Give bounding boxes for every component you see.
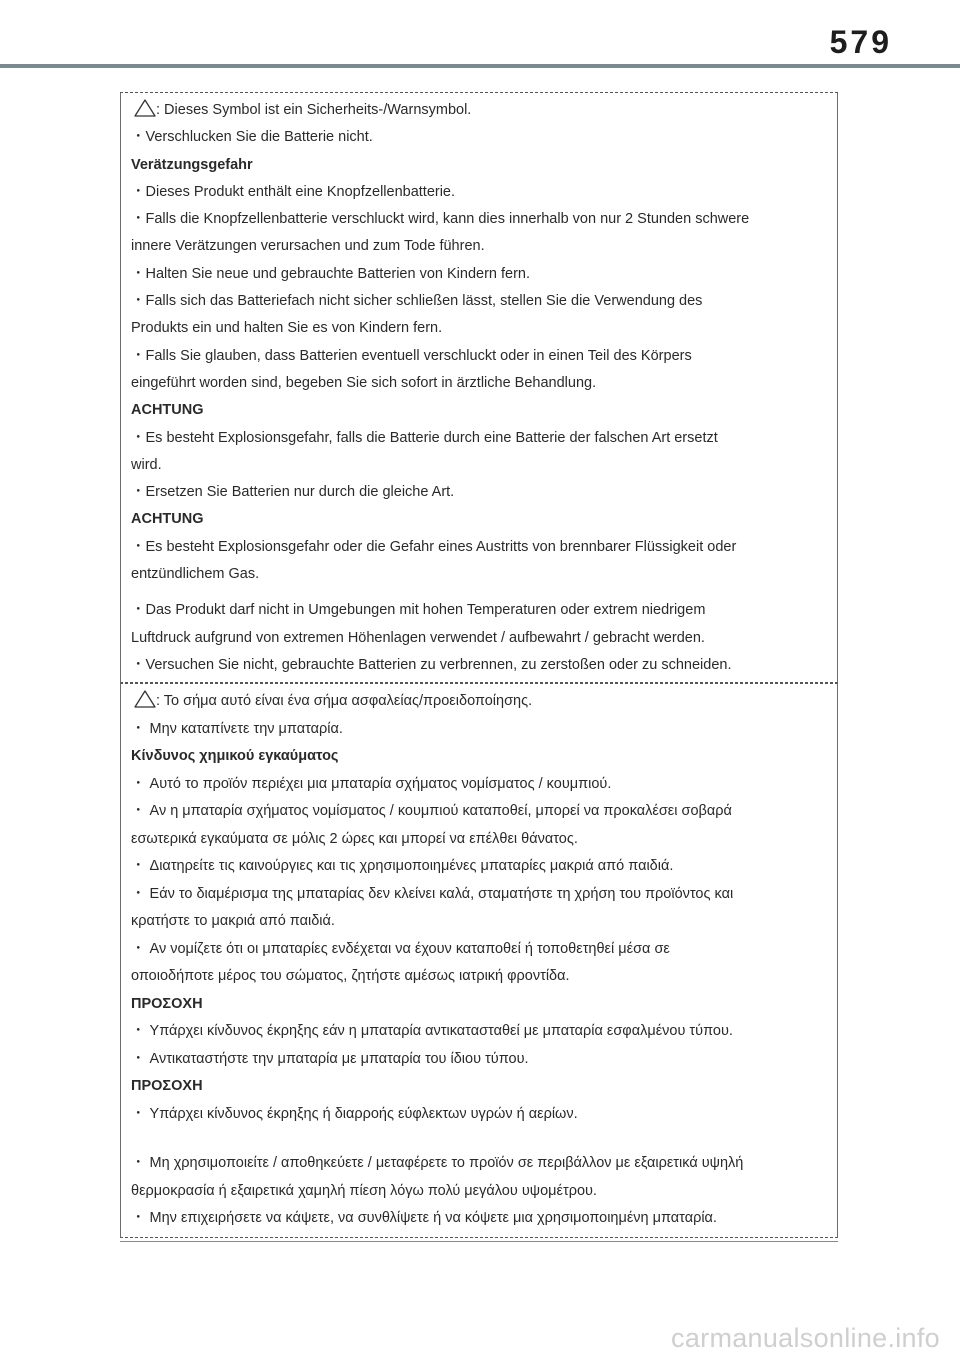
warning-text-line bbox=[131, 625, 827, 652]
line-text: ・Es besteht Explosionsgefahr oder die Gefahr eines Austritts von brennbarer Flüssigkeit oder bbox=[131, 538, 737, 555]
line-text: ・Verschlucken Sie die Batterie nicht. bbox=[131, 129, 373, 146]
line-text: θερμοκρασία ή εξαιρετικά χαμηλή πίεση λόγω πολύ μεγάλου υψομέτρου. bbox=[131, 1182, 597, 1199]
warning-text-line bbox=[131, 425, 827, 452]
line-text: ・ Αντικαταστήστε την μπαταρία με μπαταρία του ίδιου τύπου. bbox=[131, 1050, 529, 1067]
line-text: ・ Μη χρησιμοποιείτε / αποθηκεύετε / μεταφέρετε το προϊόν σε περιβάλλον με εξαιρετικά υψηλή bbox=[131, 1155, 744, 1171]
greek-warning-box bbox=[120, 683, 838, 1238]
line-text: ・Halten Sie neue und gebrauchte Batterien von Kindern fern. bbox=[131, 265, 531, 282]
line-text: ・Falls sich das Batteriefach nicht sicher schließen lässt, stellen Sie die Verwendung des bbox=[131, 293, 703, 310]
line-text: Produkts ein und halten Sie es von Kindern fern. bbox=[131, 320, 443, 337]
line-text: Luftdruck aufgrund von extremen Höhenlagen verwendet / aufbewahrt / gebracht werden. bbox=[131, 629, 705, 646]
line-text: ・Falls die Knopfzellenbatterie verschluckt wird, kann dies innerhalb von nur 2 Stunden schwere bbox=[131, 211, 750, 228]
warning-text-line bbox=[131, 963, 827, 991]
watermark: carmanualsonline.info bbox=[671, 1323, 940, 1353]
warning-text-line bbox=[131, 315, 827, 342]
warning-text-line bbox=[131, 233, 827, 260]
page-number: 579 bbox=[829, 24, 892, 60]
line-text: ΠΡΟΣΟΧΗ bbox=[131, 995, 203, 1012]
warning-text-line bbox=[131, 97, 827, 124]
warning-text-line bbox=[131, 343, 827, 370]
warning-text-line bbox=[131, 908, 827, 936]
warning-text-line bbox=[131, 288, 827, 315]
line-text: ΠΡΟΣΟΧΗ bbox=[131, 1078, 203, 1094]
warning-heading bbox=[131, 152, 827, 179]
line-text: ・Es besteht Explosionsgefahr, falls die Batterie durch eine Batterie der falschen Art ersetzt bbox=[131, 429, 718, 446]
warning-text-line bbox=[131, 1150, 827, 1178]
line-text: ACHTUNG bbox=[131, 511, 204, 528]
warning-text-line bbox=[131, 597, 827, 624]
paragraph-gap bbox=[131, 1128, 827, 1150]
warning-text-line bbox=[131, 1205, 827, 1233]
box-bottom-rule bbox=[120, 1241, 838, 1242]
line-text: ・ Υπάρχει κίνδυνος έκρηξης ή διαρροής εύφλεκτων υγρών ή αερίων. bbox=[131, 1105, 578, 1122]
line-text: ・ Αν η μπαταρία σχήματος νομίσματος / κουμπιού καταποθεί, μπορεί να προκαλέσει σοβαρά bbox=[131, 803, 732, 819]
warning-text-line bbox=[131, 370, 827, 397]
warning-text-line bbox=[131, 534, 827, 561]
line-text: ・Falls Sie glauben, dass Batterien eventuell verschluckt oder in einen Teil des Körpers bbox=[131, 347, 692, 364]
line-text: οποιοδήποτε μέρος του σώματος, ζητήστε αμέσως ιατρική φροντίδα. bbox=[131, 968, 570, 984]
line-text: ・Versuchen Sie nicht, gebrauchte Batterien zu verbrennen, zu zerstoßen oder zu schneiden. bbox=[131, 656, 732, 673]
warning-text-line bbox=[131, 798, 827, 826]
line-text: eingeführt worden sind, begeben Sie sich sofort in ärztliche Behandlung. bbox=[131, 374, 597, 391]
warning-text-line bbox=[131, 1178, 827, 1206]
warning-text-line bbox=[131, 771, 827, 799]
warning-text-line bbox=[131, 881, 827, 909]
warning-heading bbox=[131, 1073, 827, 1101]
warning-text-line bbox=[131, 561, 827, 588]
line-text: ・ Μην επιχειρήσετε να κάψετε, να συνθλίψετε ή να κόψετε μια χρησιμοποιημένη μπαταρία. bbox=[131, 1210, 717, 1226]
line-text: κρατήστε το μακριά από παιδιά. bbox=[131, 913, 335, 929]
warning-heading bbox=[131, 743, 827, 771]
warning-text-line bbox=[131, 688, 827, 716]
line-text: ・ Αν νομίζετε ότι οι μπαταρίες ενδέχεται να έχουν καταποθεί ή τοποθετηθεί μέσα σε bbox=[131, 940, 670, 957]
warning-text-line bbox=[131, 452, 827, 479]
line-text: ACHTUNG bbox=[131, 402, 204, 419]
warning-triangle-icon bbox=[134, 99, 156, 117]
warning-text-line bbox=[131, 206, 827, 233]
line-text: : Το σήμα αυτό είναι ένα σήμα ασφαλείας/προειδοποίησης. bbox=[156, 693, 533, 709]
warning-text-line bbox=[131, 261, 827, 288]
line-text: ・Ersetzen Sie Batterien nur durch die gleiche Art. bbox=[131, 484, 455, 501]
paragraph-gap bbox=[131, 588, 827, 597]
warning-text-line bbox=[131, 826, 827, 854]
line-text: ・ Μην καταπίνετε την μπαταρία. bbox=[131, 720, 343, 737]
warning-heading bbox=[131, 991, 827, 1019]
warning-text-line bbox=[131, 479, 827, 506]
line-text: entzündlichem Gas. bbox=[131, 566, 260, 583]
warning-text-line bbox=[131, 936, 827, 964]
line-text: Verätzungsgefahr bbox=[131, 156, 253, 173]
warning-text-line bbox=[131, 1046, 827, 1074]
warning-text-line bbox=[131, 179, 827, 206]
warning-text-line bbox=[131, 1018, 827, 1046]
line-text: : Dieses Symbol ist ein Sicherheits-/Warnsymbol. bbox=[156, 102, 472, 118]
warning-text-line bbox=[131, 853, 827, 881]
warning-text-line bbox=[131, 716, 827, 744]
warning-triangle-icon bbox=[134, 690, 156, 708]
warning-heading bbox=[131, 397, 827, 424]
warning-text-line bbox=[131, 124, 827, 151]
line-text: ・Dieses Produkt enthält eine Knopfzellenbatterie. bbox=[131, 183, 456, 200]
header-rule bbox=[0, 64, 960, 68]
line-text: Κίνδυνος χημικού εγκαύματος bbox=[131, 748, 339, 764]
line-text: ・ Διατηρείτε τις καινούργιες και τις χρησιμοποιημένες μπαταρίες μακριά από παιδιά. bbox=[131, 858, 674, 874]
line-text: ・ Εάν το διαμέρισμα της μπαταρίας δεν κλείνει καλά, σταματήστε τη χρήση του προϊόντος και bbox=[131, 885, 734, 902]
line-text: εσωτερικά εγκαύματα σε μόλις 2 ώρες και μπορεί να επέλθει θάνατος. bbox=[131, 830, 578, 847]
line-text: ・ Αυτό το προϊόν περιέχει μια μπαταρία σχήματος νομίσματος / κουμπιού. bbox=[131, 775, 612, 792]
line-text: wird. bbox=[131, 456, 162, 473]
german-warning-box bbox=[120, 92, 838, 683]
warning-heading bbox=[131, 506, 827, 533]
line-text: innere Verätzungen verursachen und zum Tode führen. bbox=[131, 238, 485, 255]
line-text: ・Das Produkt darf nicht in Umgebungen mit hohen Temperaturen oder extrem niedrigem bbox=[131, 602, 706, 619]
warning-text-line bbox=[131, 652, 827, 679]
line-text: ・ Υπάρχει κίνδυνος έκρηξης εάν η μπαταρία αντικατασταθεί με μπαταρία εσφαλμένου τύπου. bbox=[131, 1023, 733, 1039]
warning-text-line bbox=[131, 1101, 827, 1129]
